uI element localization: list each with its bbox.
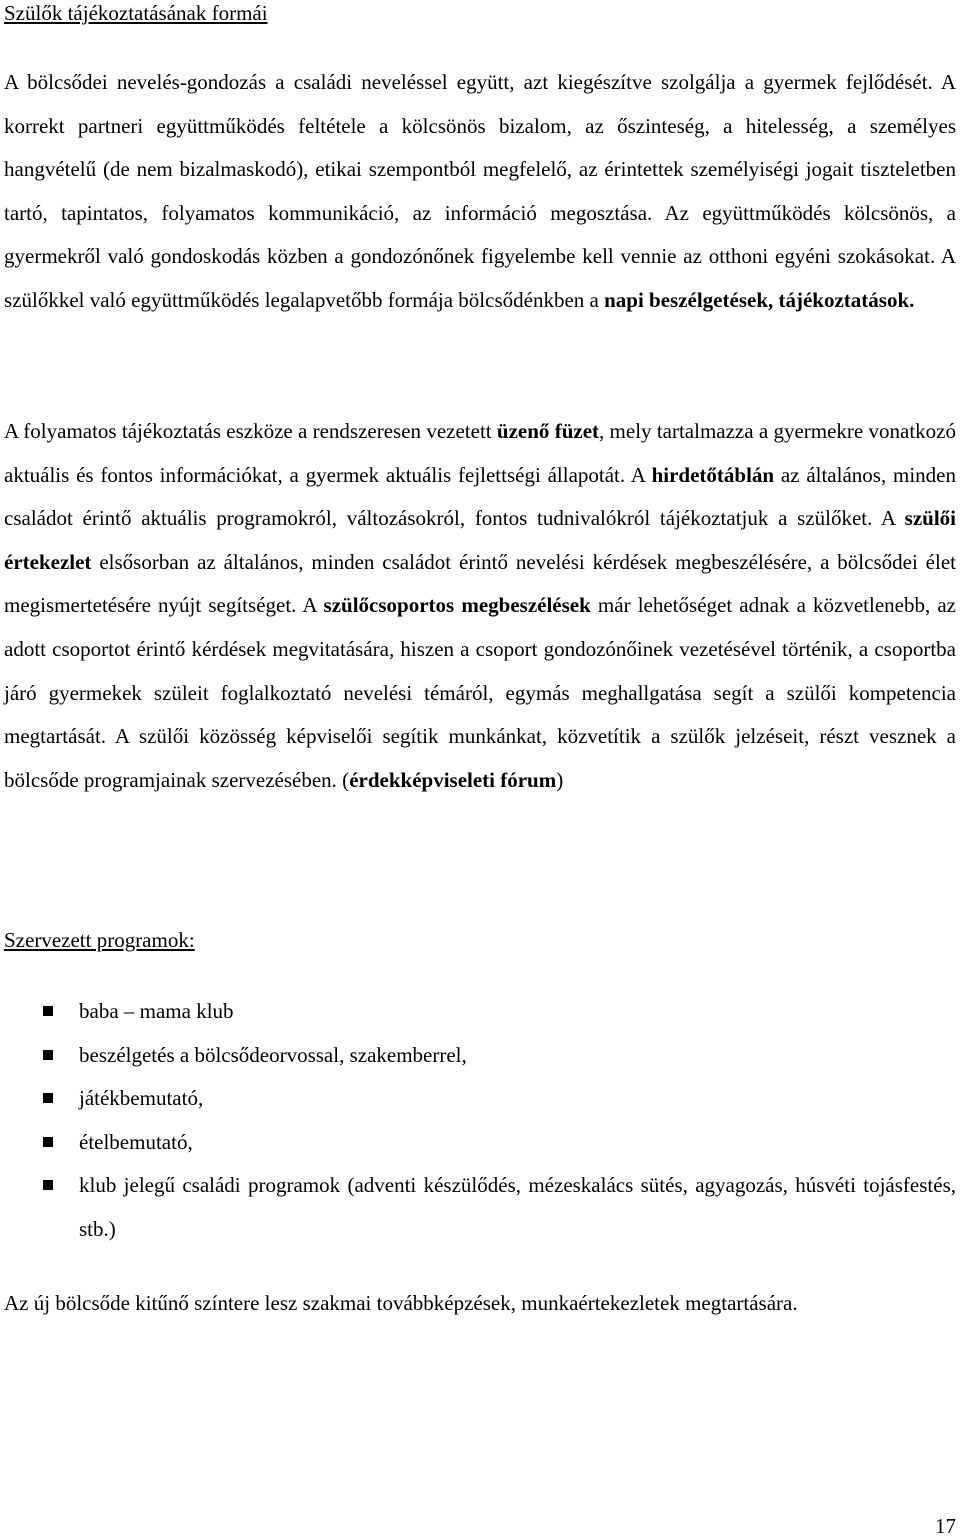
list-item [4,1121,956,1165]
highlight-message-notebook: üzenő füzet [496,419,600,443]
section-heading-programs: Szervezett programok: [4,928,195,952]
program-list [4,990,956,1252]
text-segment: elsősorban az általános, minden családot érintő nevelési kérdések megbeszélésére, a bölcsődei élet megismertetésére nyújt segítséget. A [4,549,956,618]
closing-paragraph: Az új bölcsőde kitűnő színtere lesz szakmai továbbképzések, munkaértekezletek megtartására. [4,1291,798,1315]
list-item-text: ételbemutató, [79,1129,193,1154]
list-item [4,1164,956,1251]
list-item [4,990,956,1034]
text-segment: már lehetőséget adnak a közvetlenebb, az adott csoportot érintő kérdések megvitatására, hiszen a csoport gondozónőinek vezetésével történik, a csoportba járó gyermekek szüleit foglalkoztató nevelési témáról, egymás meghallgatása segít a szülői kompetencia megtartását. A szülői közösség képviselői segítik munkánkat, közvetítik a szülők jelzéseit, részt vesznek a bölcsőde programjainak szervezésében. ( [4,593,956,792]
square-bullet-icon [43,1093,53,1103]
square-bullet-icon [43,1180,53,1190]
highlight-group-discussions: szülőcsoportos megbeszélések [323,593,591,618]
text-segment: A folyamatos tájékoztatás eszköze a rendszeresen vezetett [4,419,497,443]
list-item-text: klub jelegű családi programok (adventi készülődés, mézeskalács sütés, agyagozás, húsvéti tojásfestés, stb.) [79,1173,956,1241]
list-item-text: baba – mama klub [79,999,234,1023]
section-heading-parent-information: Szülők tájékoztatásának formái [4,1,268,25]
paragraph-communication-forms [4,410,956,802]
text-segment: ) [556,767,564,792]
page-number: 17 [935,1514,956,1538]
list-item-text: játékbemutató, [79,1086,204,1111]
square-bullet-icon [43,1050,53,1060]
highlight-parent-meeting: szülői értekezlet [4,506,956,574]
list-item [4,1077,956,1121]
highlight-notice-board: hirdetőtáblán [651,462,775,487]
list-item [4,1034,956,1078]
paragraph-cooperation-text: A bölcsődei nevelés-gondozás a családi neveléssel együtt, azt kiegészítve szolgálja a gyermek fejlődését. A korrekt partneri együttműködés feltétele a kölcsönös bizalom, az őszinteség, a hitelesség, a személyes hangvételű (de nem bizalmaskodó), etikai szempontból megfelelő, az érintettek személyiségi jogait tiszteletben tartó, tapintatos, folyamatos kommunikáció, az információ megosztása. Az együttműködés kölcsönös, a gyermekről való gondoskodás közben a gondozónőnek figyelembe kell vennie az otthoni egyéni szokásokat. A szülőkkel való együttműködés legalapvetőbb formája bölcsődénkben a [4,70,956,312]
text-segment: , mely tartalmazza a gyermekre vonatkozó aktuális és fontos információkat, a gyermek aktuális fejlettségi állapotát. A [4,419,957,487]
square-bullet-icon [43,1006,53,1016]
list-item-text: beszélgetés a bölcsődeorvossal, szakemberrel, [79,1042,467,1067]
paragraph-cooperation [4,61,956,323]
highlight-daily-talks: napi beszélgetések, tájékoztatások. [604,287,915,312]
text-segment: az általános, minden családot érintő aktuális programokról, változásokról, fontos tudnivalókról tájékoztatjuk a szülőket. A [4,462,956,531]
square-bullet-icon [43,1137,53,1147]
highlight-interest-forum: érdekképviseleti fórum [349,767,557,792]
